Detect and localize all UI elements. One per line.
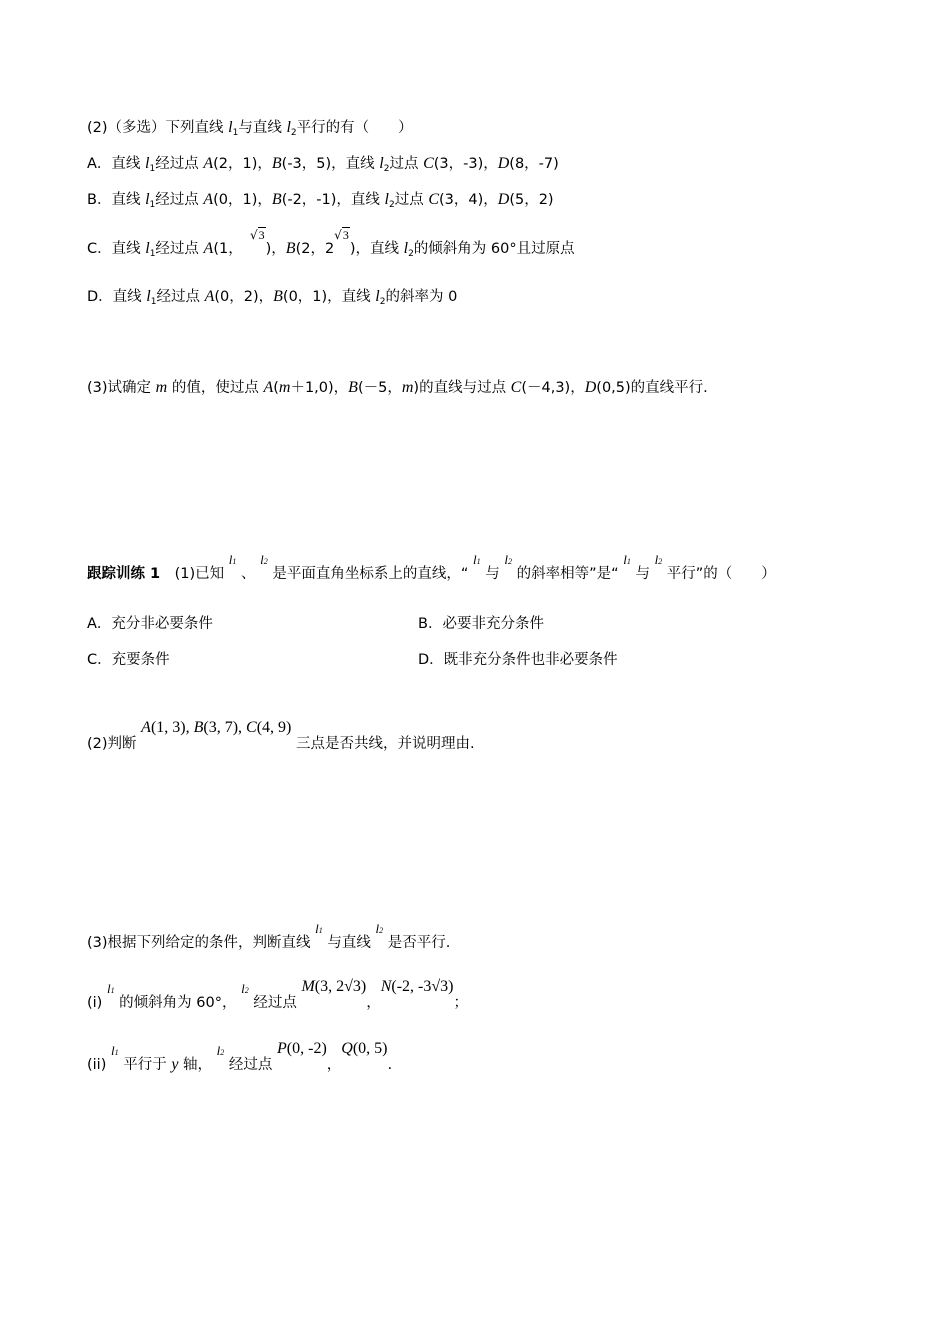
- track1-part3-i: (i) l1 的倾斜角为 60°， l2 经过点 M(3, 2√3)，N(-2, -3√3)；: [87, 978, 468, 1011]
- track1-part3-ii: (ii) l1 平行于 y 轴， l2 经过点 P(0, -2)，Q(0, 5).: [87, 1040, 393, 1073]
- q2-option-d: D．直线 $l_1$经过点 A(0，2)，B(0，1)，直线 $l_2$的斜率为 0: [87, 288, 458, 307]
- track1-title: 跟踪训练 1: [87, 566, 161, 582]
- track1-option-c: C．充要条件: [87, 652, 170, 668]
- track1-option-b: B．必要非充分条件: [418, 616, 544, 632]
- sqrt3-symbol: √3: [249, 228, 265, 242]
- q2-option-c: C．直线 $l_1$经过点 A(1， √3)，B(2，2√3)，直线 $l_2$的倾斜角为 60°且过原点: [87, 239, 575, 264]
- track1-option-a: A．充分非必要条件: [87, 616, 213, 632]
- sqrt3-symbol: √3: [334, 228, 349, 242]
- q2-stem: (2)（多选）下列直线 $l_1$与直线 $l_2$平行的有（ ）: [87, 119, 413, 138]
- q2-option-a: A．直线 $l_1$经过点 A(2，1)，B(-3，5)，直线 $l_2$过点 C(3，-3)，D(8，-7): [87, 155, 559, 174]
- track1-part3: (3)根据下列给定的条件，判断直线 l1 与直线 l2 是否平行.: [87, 921, 451, 951]
- track1-part2: (2)判断 A(1, 3), B(3, 7), C(4, 9) 三点是否共线，并说明理由.: [87, 719, 475, 752]
- track1-option-d: D．既非充分条件也非必要条件: [418, 652, 618, 668]
- q3: (3)试确定 m 的值，使过点 A(m＋1,0)，B(－5，m)的直线与过点 C(－4,3)，D(0,5)的直线平行.: [87, 379, 708, 396]
- q2-option-b: B．直线 $l_1$经过点 A(0，1)，B(-2，-1)，直线 $l_2$过点 C(3，4)，D(5，2): [87, 191, 554, 210]
- track1-part1: 跟踪训练 1 (1)已知 l1 、 l2 是平面直角坐标系上的直线，“ l1 与 l2 的斜率相等”是“ l1 与 l2 平行”的（ ）: [87, 552, 776, 582]
